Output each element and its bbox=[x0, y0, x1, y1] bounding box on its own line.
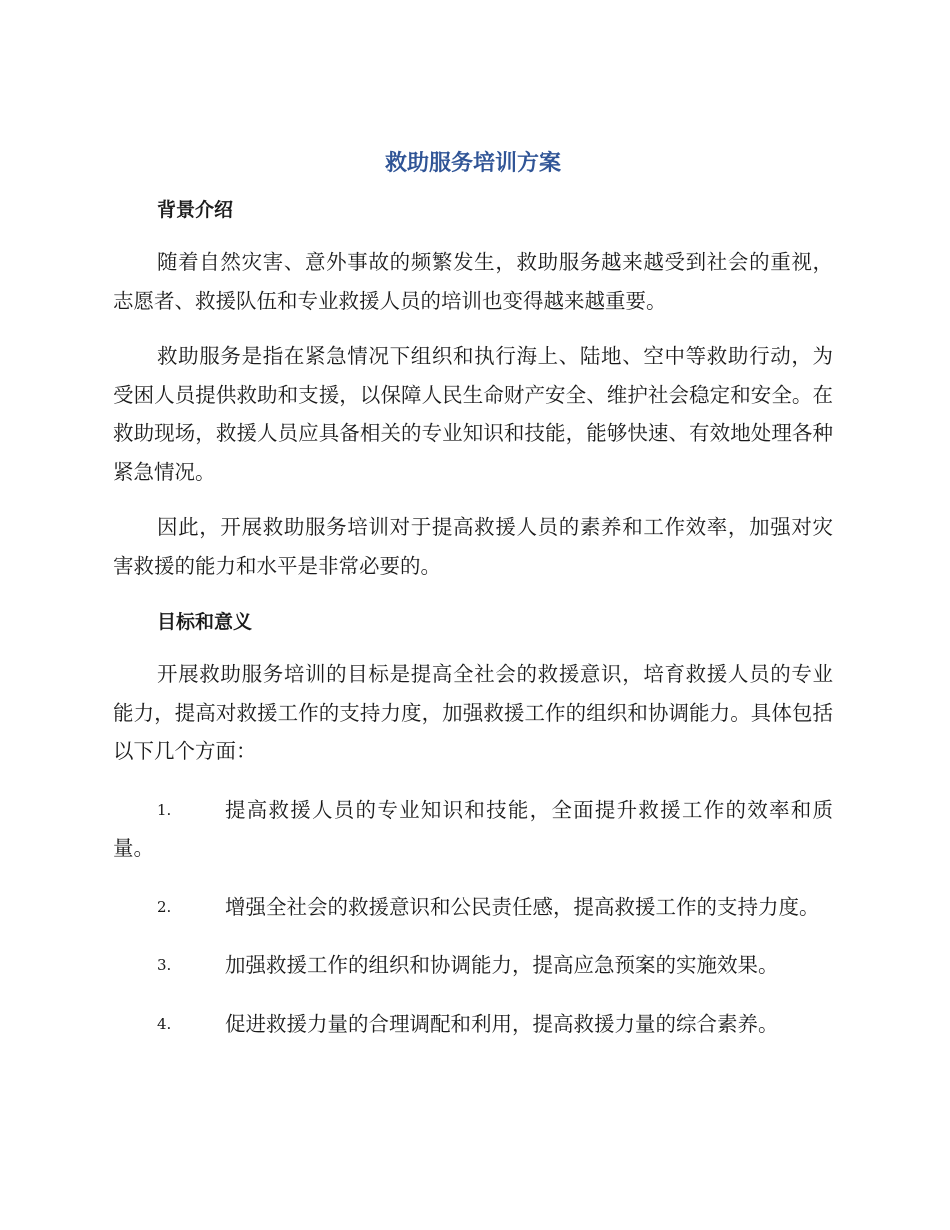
list-number: 3. bbox=[157, 956, 172, 974]
paragraph: 救助服务是指在紧急情况下组织和执行海上、陆地、空中等救助行动，为受困人员提供救助和支援，以保障人民生命财产安全、维护社会稳定和安全。在救助现场，救援人员应具备相关的专业知识和技能，能够快速、有效地处理各种紧急情况。 bbox=[113, 344, 833, 484]
list-number: 1. bbox=[157, 800, 172, 819]
paragraph: 因此，开展救助服务培训对于提高救援人员的素养和工作效率，加强对灾害救援的能力和水平是非常必要的。 bbox=[113, 515, 833, 578]
list-item-text: 加强救援工作的组织和协调能力，提高应急预案的实施效果。 bbox=[225, 953, 779, 977]
document-title: 救助服务培训方案 bbox=[384, 151, 561, 176]
section-heading-background: 背景介绍 bbox=[157, 199, 234, 221]
section-heading-goals: 目标和意义 bbox=[157, 611, 253, 633]
list-number: 4. bbox=[157, 1014, 172, 1033]
list-number: 2. bbox=[157, 897, 172, 916]
list-item-text: 提高救援人员的专业知识和技能，全面提升救援工作的效率和质量。 bbox=[113, 797, 833, 860]
list-item-text: 增强全社会的救援意识和公民责任感，提高救援工作的支持力度。 bbox=[225, 894, 820, 919]
list-item bbox=[113, 1005, 833, 1044]
list-item bbox=[113, 791, 833, 868]
paragraph: 开展救助服务培训的目标是提高全社会的救援意识，培育救援人员的专业能力，提高对救援工作的支持力度，加强救援工作的组织和协调能力。具体包括以下几个方面： bbox=[113, 662, 833, 763]
document-body bbox=[113, 146, 833, 1063]
list-item bbox=[113, 946, 833, 985]
goals-list bbox=[113, 791, 833, 1044]
paragraph: 随着自然灾害、意外事故的频繁发生，救助服务越来越受到社会的重视，志愿者、救援队伍和专业救援人员的培训也变得越来越重要。 bbox=[113, 250, 833, 313]
list-item bbox=[113, 888, 833, 927]
list-item-text: 促进救援力量的合理调配和利用，提高救援力量的综合素养。 bbox=[225, 1011, 779, 1036]
